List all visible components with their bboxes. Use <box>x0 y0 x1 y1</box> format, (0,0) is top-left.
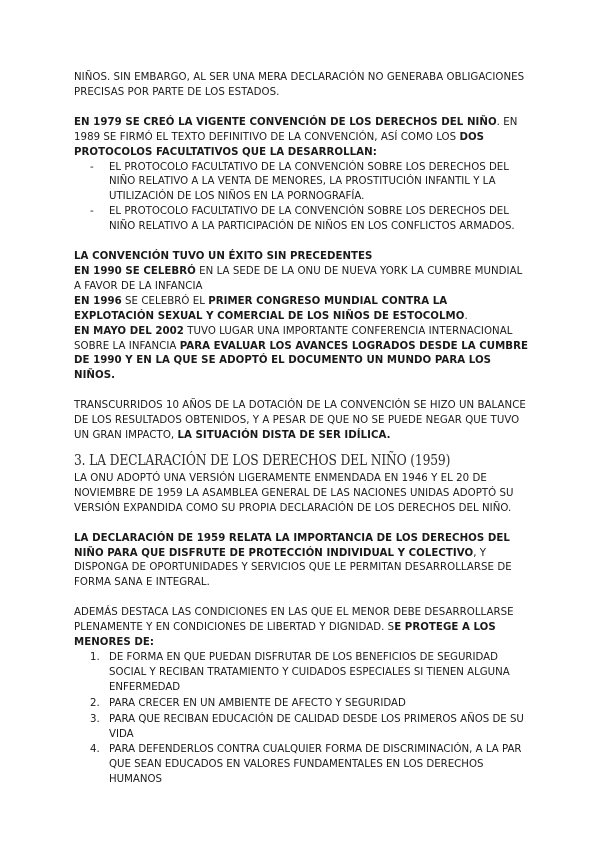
protocols-list <box>74 161 528 236</box>
list-item: 4. PARA DEFENDERLOS CONTRA CUALQUIER FORMA DE DISCRIMINACIÓN, A LA PAR QUE SEAN EDUCADOS EN VALORES FUNDAMENTALES EN LOS DERECHOS HUMANOS <box>90 744 522 786</box>
list-item: 3. PARA QUE RECIBAN EDUCACIÓN DE CALIDAD DESDE LOS PRIMEROS AÑOS DE SU VIDA <box>90 713 524 740</box>
list-item: 2. PARA CRECER EN UN AMBIENTE DE AFECTO Y SEGURIDAD <box>90 697 406 709</box>
paragraph-conditions: ADEMÁS DESTACA LAS CONDICIONES EN LAS QUE EL MENOR DEBE DESARROLLARSE PLENAMENTE Y EN CONDICIONES DE LIBERTAD Y DIGNIDAD. SE PROTEGE A LOS MENORES DE: <box>74 607 514 649</box>
bold-convention-1979: EN 1979 SE CREÓ LA VIGENTE CONVENCIÓN DE LOS DERECHOS DEL NIÑO <box>74 116 497 128</box>
list-item: - EL PROTOCOLO FACULTATIVO DE LA CONVENCIÓN SOBRE LOS DERECHOS DEL NIÑO RELATIVO A LA PARTICIPACIÓN DE NIÑOS EN LOS CONFLICTOS ARMADOS. <box>109 205 528 235</box>
paragraph-declaration-1959: LA DECLARACIÓN DE 1959 RELATA LA IMPORTANCIA DE LOS DERECHOS DEL NIÑO PARA QUE DISFRUTE DE PROTECCIÓN INDIVIDUAL Y COLECTIVO, Y DISPONGA DE OPORTUNIDADES Y SERVICIOS QUE LE PERMITAN DESARROLLARSE DE FORMA SANA E INTEGRAL. <box>74 532 512 589</box>
paragraph-success: LA CONVENCIÓN TUVO UN ÉXITO SIN PRECEDENTES EN 1990 SE CELEBRÓ EN LA SEDE DE LA ONU DE NUEVA YORK LA CUMBRE MUNDIAL A FAVOR DE LA INFANCIA EN 1996 SE CELEBRÓ EL PRIMER CONGRESO MUNDIAL CONTRA LA EXPLOTACIÓN SEXUAL Y COMERCIAL DE LOS NIÑOS DE ESTOCOLMO. EN MAYO DEL 2002 TUVO LUGAR UNA IMPORTANTE CONFERENCIA INTERNACIONAL SOBRE LA INFANCIA PARA EVALUAR LOS AVANCES LOGRADOS DESDE LA CUMBRE DE 1990 Y EN LA QUE SE ADOPTÓ EL DOCUMENTO UN MUNDO PARA LOS NIÑOS. <box>74 251 529 382</box>
paragraph-convention-1979: EN 1979 SE CREÓ LA VIGENTE CONVENCIÓN DE LOS DERECHOS DEL NIÑO. EN 1989 SE FIRMÓ EL TEXTO DEFINITIVO DE LA CONVENCIÓN, ASÍ COMO LOS DOS PROTOCOLOS FACULTATIVOS QUE LA DESARROLLAN: <box>74 116 518 158</box>
paragraph-onu-adoption: LA ONU ADOPTÓ UNA VERSIÓN LIGERAMENTE ENMENDADA EN 1946 Y EL 20 DE NOVIEMBRE DE 1959 LA ASAMBLEA GENERAL DE LAS NACIONES UNIDAS ADOPTÓ SU VERSIÓN EXPANDIDA COMO SU PROPIA DECLARACIÓN DE LOS DERECHOS DEL NIÑO. <box>74 472 514 514</box>
bold-two-protocols: DOS PROTOCOLOS FACULTATIVOS QUE LA DESARROLLAN: <box>74 131 485 158</box>
protections-list <box>74 651 528 788</box>
paragraph-balance: TRANSCURRIDOS 10 AÑOS DE LA DOTACIÓN DE LA CONVENCIÓN SE HIZO UN BALANCE DE LOS RESULTADOS OBTENIDOS, Y A PESAR DE QUE NO SE PUEDE NEGAR QUE TUVO UN GRAN IMPACTO, LA SITUACIÓN DISTA DE SER IDÍLICA. <box>74 400 526 442</box>
paragraph-intro: NIÑOS. SIN EMBARGO, AL SER UNA MERA DECLARACIÓN NO GENERABA OBLIGACIONES PRECISAS POR PARTE DE LOS ESTADOS. <box>74 72 525 98</box>
list-item: - EL PROTOCOLO FACULTATIVO DE LA CONVENCIÓN SOBRE LOS DERECHOS DEL NIÑO RELATIVO A LA VENTA DE MENORES, LA PROSTITUCIÓN INFANTIL Y LA UTILIZACIÓN DE LOS NIÑOS EN LA PORNOGRAFÍA. <box>109 161 528 206</box>
section-heading: 3. LA DECLARACIÓN DE LOS DERECHOS DEL NIÑO (1959) <box>74 450 451 469</box>
list-item: 1. DE FORMA EN QUE PUEDAN DISFRUTAR DE LOS BENEFICIOS DE SEGURIDAD SOCIAL Y RECIBAN TRATAMIENTO Y CUIDADOS ESPECIALES SI TIENEN ALGUNA ENFERMEDAD <box>90 652 510 693</box>
